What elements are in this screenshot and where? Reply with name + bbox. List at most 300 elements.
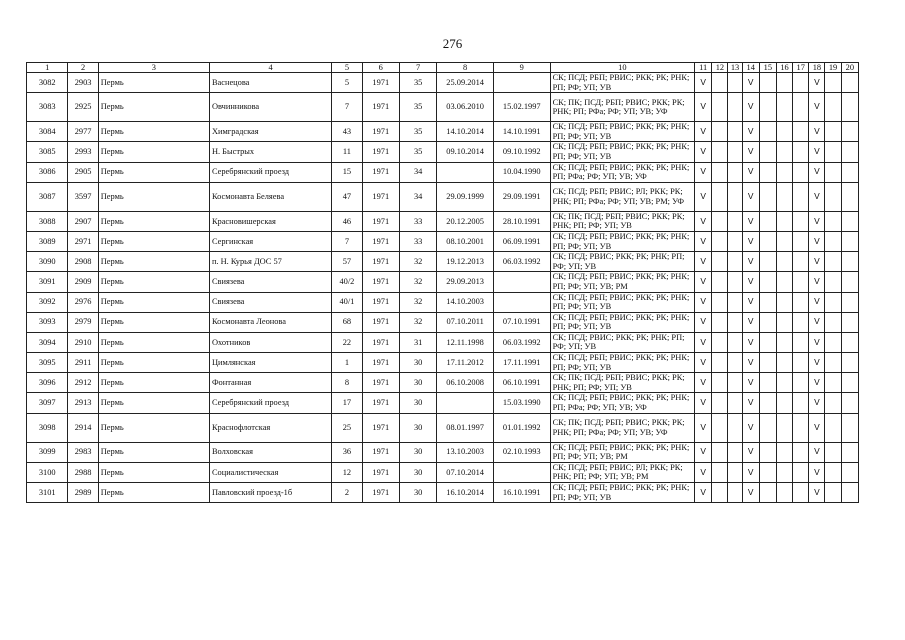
cell-col-15 xyxy=(759,182,776,211)
cell-col-11: V xyxy=(695,272,712,292)
cell-col-19 xyxy=(825,442,841,462)
cell-col-6: 1971 xyxy=(362,211,399,231)
cell-col-20 xyxy=(841,353,858,373)
cell-col-7: 33 xyxy=(399,211,436,231)
cell-col-14: V xyxy=(742,231,759,251)
cell-col-3: Пермь xyxy=(98,142,209,162)
cell-col-18: V xyxy=(809,373,825,393)
cell-col-16 xyxy=(776,211,792,231)
cell-col-14: V xyxy=(742,413,759,442)
cell-col-12 xyxy=(712,211,728,231)
cell-col-2: 2989 xyxy=(68,483,98,503)
cell-col-17 xyxy=(793,231,809,251)
cell-col-13 xyxy=(728,182,742,211)
cell-col-17 xyxy=(793,73,809,93)
cell-col-19 xyxy=(825,373,841,393)
cell-col-6: 1971 xyxy=(362,93,399,122)
cell-col-15 xyxy=(759,442,776,462)
cell-col-13 xyxy=(728,462,742,482)
cell-col-18: V xyxy=(809,393,825,413)
cell-col-4: Свиязева xyxy=(209,292,331,312)
cell-col-11: V xyxy=(695,312,712,332)
cell-col-15 xyxy=(759,142,776,162)
cell-col-13 xyxy=(728,353,742,373)
cell-col-15 xyxy=(759,93,776,122)
cell-col-8: 06.10.2008 xyxy=(437,373,494,393)
cell-col-8: 07.10.2014 xyxy=(437,462,494,482)
cell-col-12 xyxy=(712,353,728,373)
cell-col-7: 30 xyxy=(399,393,436,413)
cell-col-2: 2912 xyxy=(68,373,98,393)
cell-col-17 xyxy=(793,462,809,482)
cell-col-16 xyxy=(776,292,792,312)
cell-col-18: V xyxy=(809,312,825,332)
cell-col-10: СК; ПСД; РБП; РВИС; РКК; РК; РНК; РП; РФ; УП; УВ xyxy=(550,292,695,312)
cell-col-18: V xyxy=(809,272,825,292)
cell-col-13 xyxy=(728,211,742,231)
table-row xyxy=(27,162,859,182)
cell-col-3: Пермь xyxy=(98,332,209,352)
cell-col-12 xyxy=(712,413,728,442)
cell-col-18: V xyxy=(809,442,825,462)
cell-col-19 xyxy=(825,413,841,442)
cell-col-18: V xyxy=(809,413,825,442)
cell-col-15 xyxy=(759,231,776,251)
cell-col-2: 2983 xyxy=(68,442,98,462)
cell-col-3: Пермь xyxy=(98,393,209,413)
cell-col-16 xyxy=(776,142,792,162)
column-header-10: 10 xyxy=(550,63,695,73)
cell-col-10: СК; ПСД; РБП; РВИС; РКК; РК; РНК; РП; РФ; УП; УВ; РМ xyxy=(550,442,695,462)
cell-col-20 xyxy=(841,182,858,211)
cell-col-12 xyxy=(712,462,728,482)
cell-col-1: 3098 xyxy=(27,413,68,442)
cell-col-4: п. Н. Курья ДОС 57 xyxy=(209,252,331,272)
cell-col-16 xyxy=(776,413,792,442)
cell-col-19 xyxy=(825,211,841,231)
cell-col-14: V xyxy=(742,73,759,93)
cell-col-17 xyxy=(793,252,809,272)
cell-col-7: 30 xyxy=(399,413,436,442)
cell-col-17 xyxy=(793,483,809,503)
cell-col-10: СК; ПСД; РБП; РВИС; РКК; РК; РНК; РП; РФ; УП; УВ xyxy=(550,231,695,251)
cell-col-3: Пермь xyxy=(98,162,209,182)
cell-col-11: V xyxy=(695,122,712,142)
cell-col-11: V xyxy=(695,332,712,352)
cell-col-15 xyxy=(759,462,776,482)
cell-col-7: 34 xyxy=(399,182,436,211)
cell-col-11: V xyxy=(695,231,712,251)
cell-col-17 xyxy=(793,162,809,182)
cell-col-1: 3082 xyxy=(27,73,68,93)
cell-col-11: V xyxy=(695,292,712,312)
cell-col-5: 11 xyxy=(332,142,362,162)
cell-col-13 xyxy=(728,442,742,462)
cell-col-2: 2993 xyxy=(68,142,98,162)
cell-col-19 xyxy=(825,292,841,312)
table-row xyxy=(27,122,859,142)
column-header-16: 16 xyxy=(776,63,792,73)
cell-col-20 xyxy=(841,93,858,122)
cell-col-3: Пермь xyxy=(98,73,209,93)
cell-col-14: V xyxy=(742,252,759,272)
cell-col-6: 1971 xyxy=(362,182,399,211)
cell-col-3: Пермь xyxy=(98,312,209,332)
cell-col-7: 30 xyxy=(399,462,436,482)
cell-col-16 xyxy=(776,73,792,93)
cell-col-19 xyxy=(825,393,841,413)
cell-col-3: Пермь xyxy=(98,462,209,482)
cell-col-7: 35 xyxy=(399,122,436,142)
cell-col-10: СК; ПСД; РБП; РВИС; РЛ; РКК; РК; РНК; РП; РФа; РФ; УП; УВ; РМ; УФ xyxy=(550,182,695,211)
cell-col-4: Социалистическая xyxy=(209,462,331,482)
cell-col-19 xyxy=(825,353,841,373)
cell-col-7: 30 xyxy=(399,483,436,503)
cell-col-19 xyxy=(825,122,841,142)
cell-col-6: 1971 xyxy=(362,462,399,482)
cell-col-12 xyxy=(712,442,728,462)
cell-col-12 xyxy=(712,231,728,251)
cell-col-20 xyxy=(841,211,858,231)
cell-col-1: 3088 xyxy=(27,211,68,231)
cell-col-17 xyxy=(793,413,809,442)
cell-col-10: СК; ПСД; РБП; РВИС; РКК; РК; РНК; РП; РФ; УП; УВ xyxy=(550,73,695,93)
column-header-18: 18 xyxy=(809,63,825,73)
cell-col-19 xyxy=(825,483,841,503)
column-header-13: 13 xyxy=(728,63,742,73)
cell-col-14: V xyxy=(742,332,759,352)
cell-col-8: 08.10.2001 xyxy=(437,231,494,251)
column-header-7: 7 xyxy=(399,63,436,73)
cell-col-6: 1971 xyxy=(362,483,399,503)
column-header-4: 4 xyxy=(209,63,331,73)
cell-col-11: V xyxy=(695,93,712,122)
cell-col-5: 5 xyxy=(332,73,362,93)
cell-col-18: V xyxy=(809,142,825,162)
cell-col-5: 2 xyxy=(332,483,362,503)
cell-col-7: 35 xyxy=(399,142,436,162)
cell-col-16 xyxy=(776,353,792,373)
cell-col-12 xyxy=(712,292,728,312)
cell-col-12 xyxy=(712,483,728,503)
column-header-12: 12 xyxy=(712,63,728,73)
cell-col-8 xyxy=(437,393,494,413)
cell-col-15 xyxy=(759,211,776,231)
cell-col-4: Свиязева xyxy=(209,272,331,292)
cell-col-7: 35 xyxy=(399,93,436,122)
cell-col-11: V xyxy=(695,373,712,393)
cell-col-3: Пермь xyxy=(98,483,209,503)
cell-col-19 xyxy=(825,142,841,162)
cell-col-19 xyxy=(825,252,841,272)
cell-col-13 xyxy=(728,393,742,413)
cell-col-17 xyxy=(793,93,809,122)
cell-col-20 xyxy=(841,393,858,413)
cell-col-10: СК; ПСД; РВИС; РКК; РК; РНК; РП; РФ; УП; УВ xyxy=(550,332,695,352)
column-header-2: 2 xyxy=(68,63,98,73)
cell-col-14: V xyxy=(742,93,759,122)
cell-col-5: 43 xyxy=(332,122,362,142)
cell-col-7: 30 xyxy=(399,353,436,373)
cell-col-18: V xyxy=(809,93,825,122)
cell-col-1: 3096 xyxy=(27,373,68,393)
cell-col-6: 1971 xyxy=(362,442,399,462)
cell-col-19 xyxy=(825,182,841,211)
cell-col-7: 32 xyxy=(399,312,436,332)
cell-col-2: 2909 xyxy=(68,272,98,292)
cell-col-20 xyxy=(841,272,858,292)
cell-col-3: Пермь xyxy=(98,182,209,211)
cell-col-10: СК; ПСД; РБП; РВИС; РКК; РК; РНК; РП; РФ; УП; УВ xyxy=(550,312,695,332)
cell-col-20 xyxy=(841,231,858,251)
cell-col-18: V xyxy=(809,462,825,482)
column-header-5: 5 xyxy=(332,63,362,73)
cell-col-8: 29.09.1999 xyxy=(437,182,494,211)
cell-col-4: Краснофлотская xyxy=(209,413,331,442)
cell-col-14: V xyxy=(742,162,759,182)
cell-col-8: 13.10.2003 xyxy=(437,442,494,462)
cell-col-9: 29.09.1991 xyxy=(493,182,550,211)
cell-col-15 xyxy=(759,73,776,93)
cell-col-10: СК; ПСД; РБП; РВИС; РЛ; РКК; РК; РНК; РП; РФ; УП; УВ; РМ xyxy=(550,462,695,482)
cell-col-10: СК; ПСД; РБП; РВИС; РКК; РК; РНК; РП; РФ; УП; УВ xyxy=(550,483,695,503)
cell-col-7: 32 xyxy=(399,292,436,312)
table-row xyxy=(27,483,859,503)
cell-col-9 xyxy=(493,272,550,292)
cell-col-15 xyxy=(759,122,776,142)
cell-col-4: Серебрянский проезд xyxy=(209,393,331,413)
cell-col-14: V xyxy=(742,373,759,393)
cell-col-8: 17.11.2012 xyxy=(437,353,494,373)
cell-col-19 xyxy=(825,93,841,122)
cell-col-15 xyxy=(759,483,776,503)
column-header-6: 6 xyxy=(362,63,399,73)
cell-col-18: V xyxy=(809,332,825,352)
cell-col-11: V xyxy=(695,211,712,231)
cell-col-12 xyxy=(712,122,728,142)
table-row xyxy=(27,413,859,442)
cell-col-7: 35 xyxy=(399,73,436,93)
cell-col-16 xyxy=(776,252,792,272)
cell-col-1: 3091 xyxy=(27,272,68,292)
cell-col-16 xyxy=(776,483,792,503)
cell-col-1: 3095 xyxy=(27,353,68,373)
cell-col-9: 16.10.1991 xyxy=(493,483,550,503)
cell-col-5: 7 xyxy=(332,231,362,251)
cell-col-16 xyxy=(776,93,792,122)
cell-col-4: Космонавта Беляева xyxy=(209,182,331,211)
cell-col-15 xyxy=(759,252,776,272)
table-row xyxy=(27,332,859,352)
cell-col-3: Пермь xyxy=(98,353,209,373)
cell-col-1: 3083 xyxy=(27,93,68,122)
column-header-11: 11 xyxy=(695,63,712,73)
cell-col-3: Пермь xyxy=(98,231,209,251)
cell-col-13 xyxy=(728,272,742,292)
cell-col-18: V xyxy=(809,162,825,182)
cell-col-9 xyxy=(493,292,550,312)
cell-col-8: 20.12.2005 xyxy=(437,211,494,231)
cell-col-2: 2905 xyxy=(68,162,98,182)
cell-col-20 xyxy=(841,122,858,142)
cell-col-1: 3093 xyxy=(27,312,68,332)
cell-col-5: 12 xyxy=(332,462,362,482)
cell-col-19 xyxy=(825,162,841,182)
cell-col-11: V xyxy=(695,413,712,442)
cell-col-5: 22 xyxy=(332,332,362,352)
cell-col-20 xyxy=(841,442,858,462)
cell-col-13 xyxy=(728,332,742,352)
cell-col-5: 15 xyxy=(332,162,362,182)
cell-col-17 xyxy=(793,292,809,312)
cell-col-6: 1971 xyxy=(362,353,399,373)
cell-col-10: СК; ПСД; РБП; РВИС; РКК; РК; РНК; РП; РФ; УП; УВ; РМ xyxy=(550,272,695,292)
cell-col-15 xyxy=(759,162,776,182)
cell-col-6: 1971 xyxy=(362,142,399,162)
cell-col-18: V xyxy=(809,353,825,373)
cell-col-2: 2911 xyxy=(68,353,98,373)
cell-col-20 xyxy=(841,462,858,482)
cell-col-13 xyxy=(728,231,742,251)
cell-col-4: Серебрянский проезд xyxy=(209,162,331,182)
cell-col-6: 1971 xyxy=(362,231,399,251)
cell-col-18: V xyxy=(809,122,825,142)
cell-col-13 xyxy=(728,93,742,122)
cell-col-17 xyxy=(793,142,809,162)
cell-col-2: 2925 xyxy=(68,93,98,122)
cell-col-1: 3092 xyxy=(27,292,68,312)
cell-col-10: СК; ПК; ПСД; РБП; РВИС; РКК; РК; РНК; РП; РФа; РФ; УП; УВ; УФ xyxy=(550,413,695,442)
cell-col-20 xyxy=(841,73,858,93)
cell-col-2: 2903 xyxy=(68,73,98,93)
table-row xyxy=(27,211,859,231)
cell-col-4: Фонтанная xyxy=(209,373,331,393)
cell-col-14: V xyxy=(742,312,759,332)
page-number: 276 xyxy=(442,36,463,51)
cell-col-7: 31 xyxy=(399,332,436,352)
cell-col-4: Васнецова xyxy=(209,73,331,93)
cell-col-3: Пермь xyxy=(98,272,209,292)
cell-col-3: Пермь xyxy=(98,93,209,122)
cell-col-11: V xyxy=(695,162,712,182)
cell-col-5: 17 xyxy=(332,393,362,413)
cell-col-6: 1971 xyxy=(362,393,399,413)
cell-col-11: V xyxy=(695,393,712,413)
cell-col-10: СК; ПСД; РБП; РВИС; РКК; РК; РНК; РП; РФа; РФ; УП; УВ; УФ xyxy=(550,393,695,413)
cell-col-13 xyxy=(728,162,742,182)
cell-col-6: 1971 xyxy=(362,312,399,332)
cell-col-1: 3097 xyxy=(27,393,68,413)
cell-col-16 xyxy=(776,312,792,332)
cell-col-11: V xyxy=(695,483,712,503)
header-row xyxy=(27,63,859,73)
cell-col-4: Волховская xyxy=(209,442,331,462)
cell-col-4: Овчинникова xyxy=(209,93,331,122)
cell-col-2: 2913 xyxy=(68,393,98,413)
cell-col-10: СК; ПСД; РБП; РВИС; РКК; РК; РНК; РП; РФ; УП; УВ xyxy=(550,122,695,142)
cell-col-9: 15.02.1997 xyxy=(493,93,550,122)
cell-col-5: 7 xyxy=(332,93,362,122)
cell-col-19 xyxy=(825,231,841,251)
cell-col-4: Космонавта Леонова xyxy=(209,312,331,332)
cell-col-20 xyxy=(841,373,858,393)
column-header-17: 17 xyxy=(793,63,809,73)
cell-col-18: V xyxy=(809,182,825,211)
cell-col-11: V xyxy=(695,73,712,93)
cell-col-18: V xyxy=(809,211,825,231)
cell-col-6: 1971 xyxy=(362,73,399,93)
cell-col-1: 3094 xyxy=(27,332,68,352)
column-header-1: 1 xyxy=(27,63,68,73)
cell-col-19 xyxy=(825,462,841,482)
cell-col-2: 2977 xyxy=(68,122,98,142)
cell-col-2: 2914 xyxy=(68,413,98,442)
cell-col-3: Пермь xyxy=(98,373,209,393)
cell-col-5: 47 xyxy=(332,182,362,211)
cell-col-17 xyxy=(793,312,809,332)
cell-col-5: 40/2 xyxy=(332,272,362,292)
cell-col-8: 14.10.2014 xyxy=(437,122,494,142)
cell-col-20 xyxy=(841,332,858,352)
cell-col-8: 09.10.2014 xyxy=(437,142,494,162)
cell-col-15 xyxy=(759,393,776,413)
cell-col-8: 12.11.1998 xyxy=(437,332,494,352)
cell-col-12 xyxy=(712,252,728,272)
cell-col-16 xyxy=(776,462,792,482)
cell-col-5: 40/1 xyxy=(332,292,362,312)
cell-col-1: 3084 xyxy=(27,122,68,142)
cell-col-17 xyxy=(793,182,809,211)
cell-col-19 xyxy=(825,272,841,292)
table-row xyxy=(27,142,859,162)
cell-col-5: 1 xyxy=(332,353,362,373)
cell-col-16 xyxy=(776,231,792,251)
cell-col-4: Павловский проезд-1б xyxy=(209,483,331,503)
cell-col-12 xyxy=(712,373,728,393)
cell-col-12 xyxy=(712,73,728,93)
cell-col-14: V xyxy=(742,272,759,292)
cell-col-2: 3597 xyxy=(68,182,98,211)
cell-col-13 xyxy=(728,292,742,312)
cell-col-8: 16.10.2014 xyxy=(437,483,494,503)
cell-col-17 xyxy=(793,393,809,413)
cell-col-2: 2979 xyxy=(68,312,98,332)
cell-col-9: 17.11.1991 xyxy=(493,353,550,373)
cell-col-19 xyxy=(825,312,841,332)
cell-col-2: 2908 xyxy=(68,252,98,272)
cell-col-17 xyxy=(793,353,809,373)
cell-col-4: Красновишерская xyxy=(209,211,331,231)
table-row xyxy=(27,231,859,251)
cell-col-11: V xyxy=(695,442,712,462)
cell-col-5: 68 xyxy=(332,312,362,332)
cell-col-19 xyxy=(825,332,841,352)
cell-col-18: V xyxy=(809,231,825,251)
cell-col-1: 3100 xyxy=(27,462,68,482)
cell-col-2: 2907 xyxy=(68,211,98,231)
cell-col-16 xyxy=(776,162,792,182)
cell-col-8: 07.10.2011 xyxy=(437,312,494,332)
cell-col-20 xyxy=(841,312,858,332)
cell-col-5: 46 xyxy=(332,211,362,231)
cell-col-2: 2988 xyxy=(68,462,98,482)
cell-col-6: 1971 xyxy=(362,162,399,182)
table-row xyxy=(27,373,859,393)
cell-col-11: V xyxy=(695,142,712,162)
cell-col-8: 29.09.2013 xyxy=(437,272,494,292)
cell-col-10: СК; ПСД; РВИС; РКК; РК; РНК; РП; РФ; УП; УВ xyxy=(550,252,695,272)
column-header-3: 3 xyxy=(98,63,209,73)
